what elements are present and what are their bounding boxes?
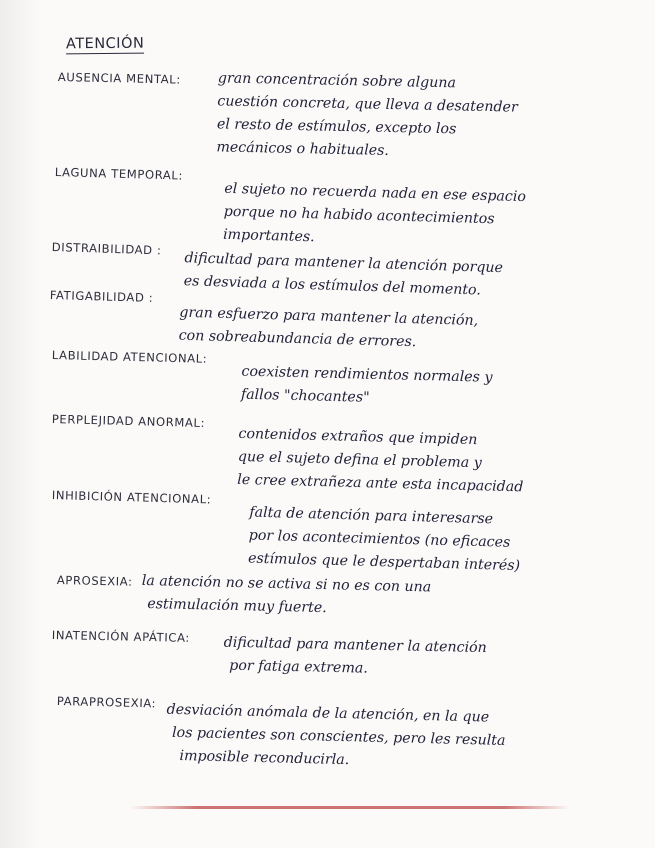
- definition-line: el sujeto no recuerda nada en ese espacio: [224, 180, 527, 206]
- definition-line: el resto de estímulos, excepto los: [216, 116, 457, 138]
- definition-line: los pacientes son conscientes, pero les resulta: [171, 724, 506, 749]
- definition-line: cuestión concreta, que lleva a desatender: [217, 93, 518, 116]
- definition-text: [141, 570, 431, 623]
- definition-line: importantes.: [222, 226, 315, 246]
- definition-line: coexisten rendimientos normales y: [241, 363, 493, 386]
- definition-line: con sobreabundancia de errores.: [178, 327, 417, 351]
- definition-line: imposible reconducirla.: [179, 748, 350, 769]
- definition-text: [178, 302, 478, 356]
- definition-text: [183, 247, 503, 303]
- definition-text: [223, 632, 487, 683]
- definition-line: que el sujeto defina el problema y: [237, 448, 482, 472]
- definition-text: [216, 67, 518, 165]
- definition-line: le cree extrañeza ante esta incapacidad: [237, 471, 524, 496]
- term-label: FATIGABILIDAD :: [49, 288, 154, 305]
- term-label: LAGUNA TEMPORAL:: [54, 165, 184, 183]
- definition-text: [165, 699, 506, 776]
- definition-line: porque no ha habido acontecimientos: [223, 203, 495, 228]
- definition-line: dificultad para mantener la atención porque: [184, 250, 504, 277]
- definition-line: es desviada a los estímulos del momento.: [183, 273, 482, 299]
- term-label: INHIBICIÓN ATENCIONAL:: [51, 488, 212, 507]
- definition-text: [237, 423, 525, 499]
- definition-line: estimulación muy fuerte.: [147, 596, 327, 617]
- term-label: PERPLEJIDAD ANORMAL:: [51, 412, 206, 431]
- definition-line: desviación anómala de la atención, en la que: [166, 701, 490, 726]
- definition-line: gran concentración sobre alguna: [217, 70, 457, 92]
- definition-line: falta de atención para interesarse: [249, 504, 494, 528]
- term-label: AUSENCIA MENTAL:: [57, 70, 181, 87]
- definition-line: estímulos que le despertaban interés): [247, 550, 521, 575]
- definition-line: dificultad para mantener la atención: [223, 634, 487, 657]
- definition-line: por los acontecimientos (no eficaces: [248, 527, 511, 551]
- definition-line: la atención no se activa si no es con una: [141, 572, 432, 596]
- definition-line: gran esfuerzo para mantener la atención,: [179, 304, 479, 329]
- definition-text: [241, 361, 493, 413]
- term-label: INATENCIÓN APÁTICA:: [51, 628, 191, 645]
- definition-text: [223, 178, 526, 255]
- term-label: APROSEXIA:: [56, 573, 133, 589]
- definition-text: [248, 502, 522, 579]
- definition-line: mecánicos o habituales.: [216, 139, 390, 159]
- page-shadow: [0, 0, 40, 848]
- definition-line: por fatiga extrema.: [229, 657, 369, 677]
- page-bottom-rule: [130, 806, 570, 809]
- definition-line: contenidos extraños que impiden: [238, 425, 478, 449]
- term-label: DISTRAIBILIDAD :: [51, 240, 162, 258]
- term-label: PARAPROSEXIA:: [56, 694, 157, 711]
- definition-line: fallos "chocantes": [240, 386, 370, 406]
- term-label: LABILIDAD ATENCIONAL:: [51, 348, 208, 366]
- page-title: ATENCIÓN: [65, 35, 145, 53]
